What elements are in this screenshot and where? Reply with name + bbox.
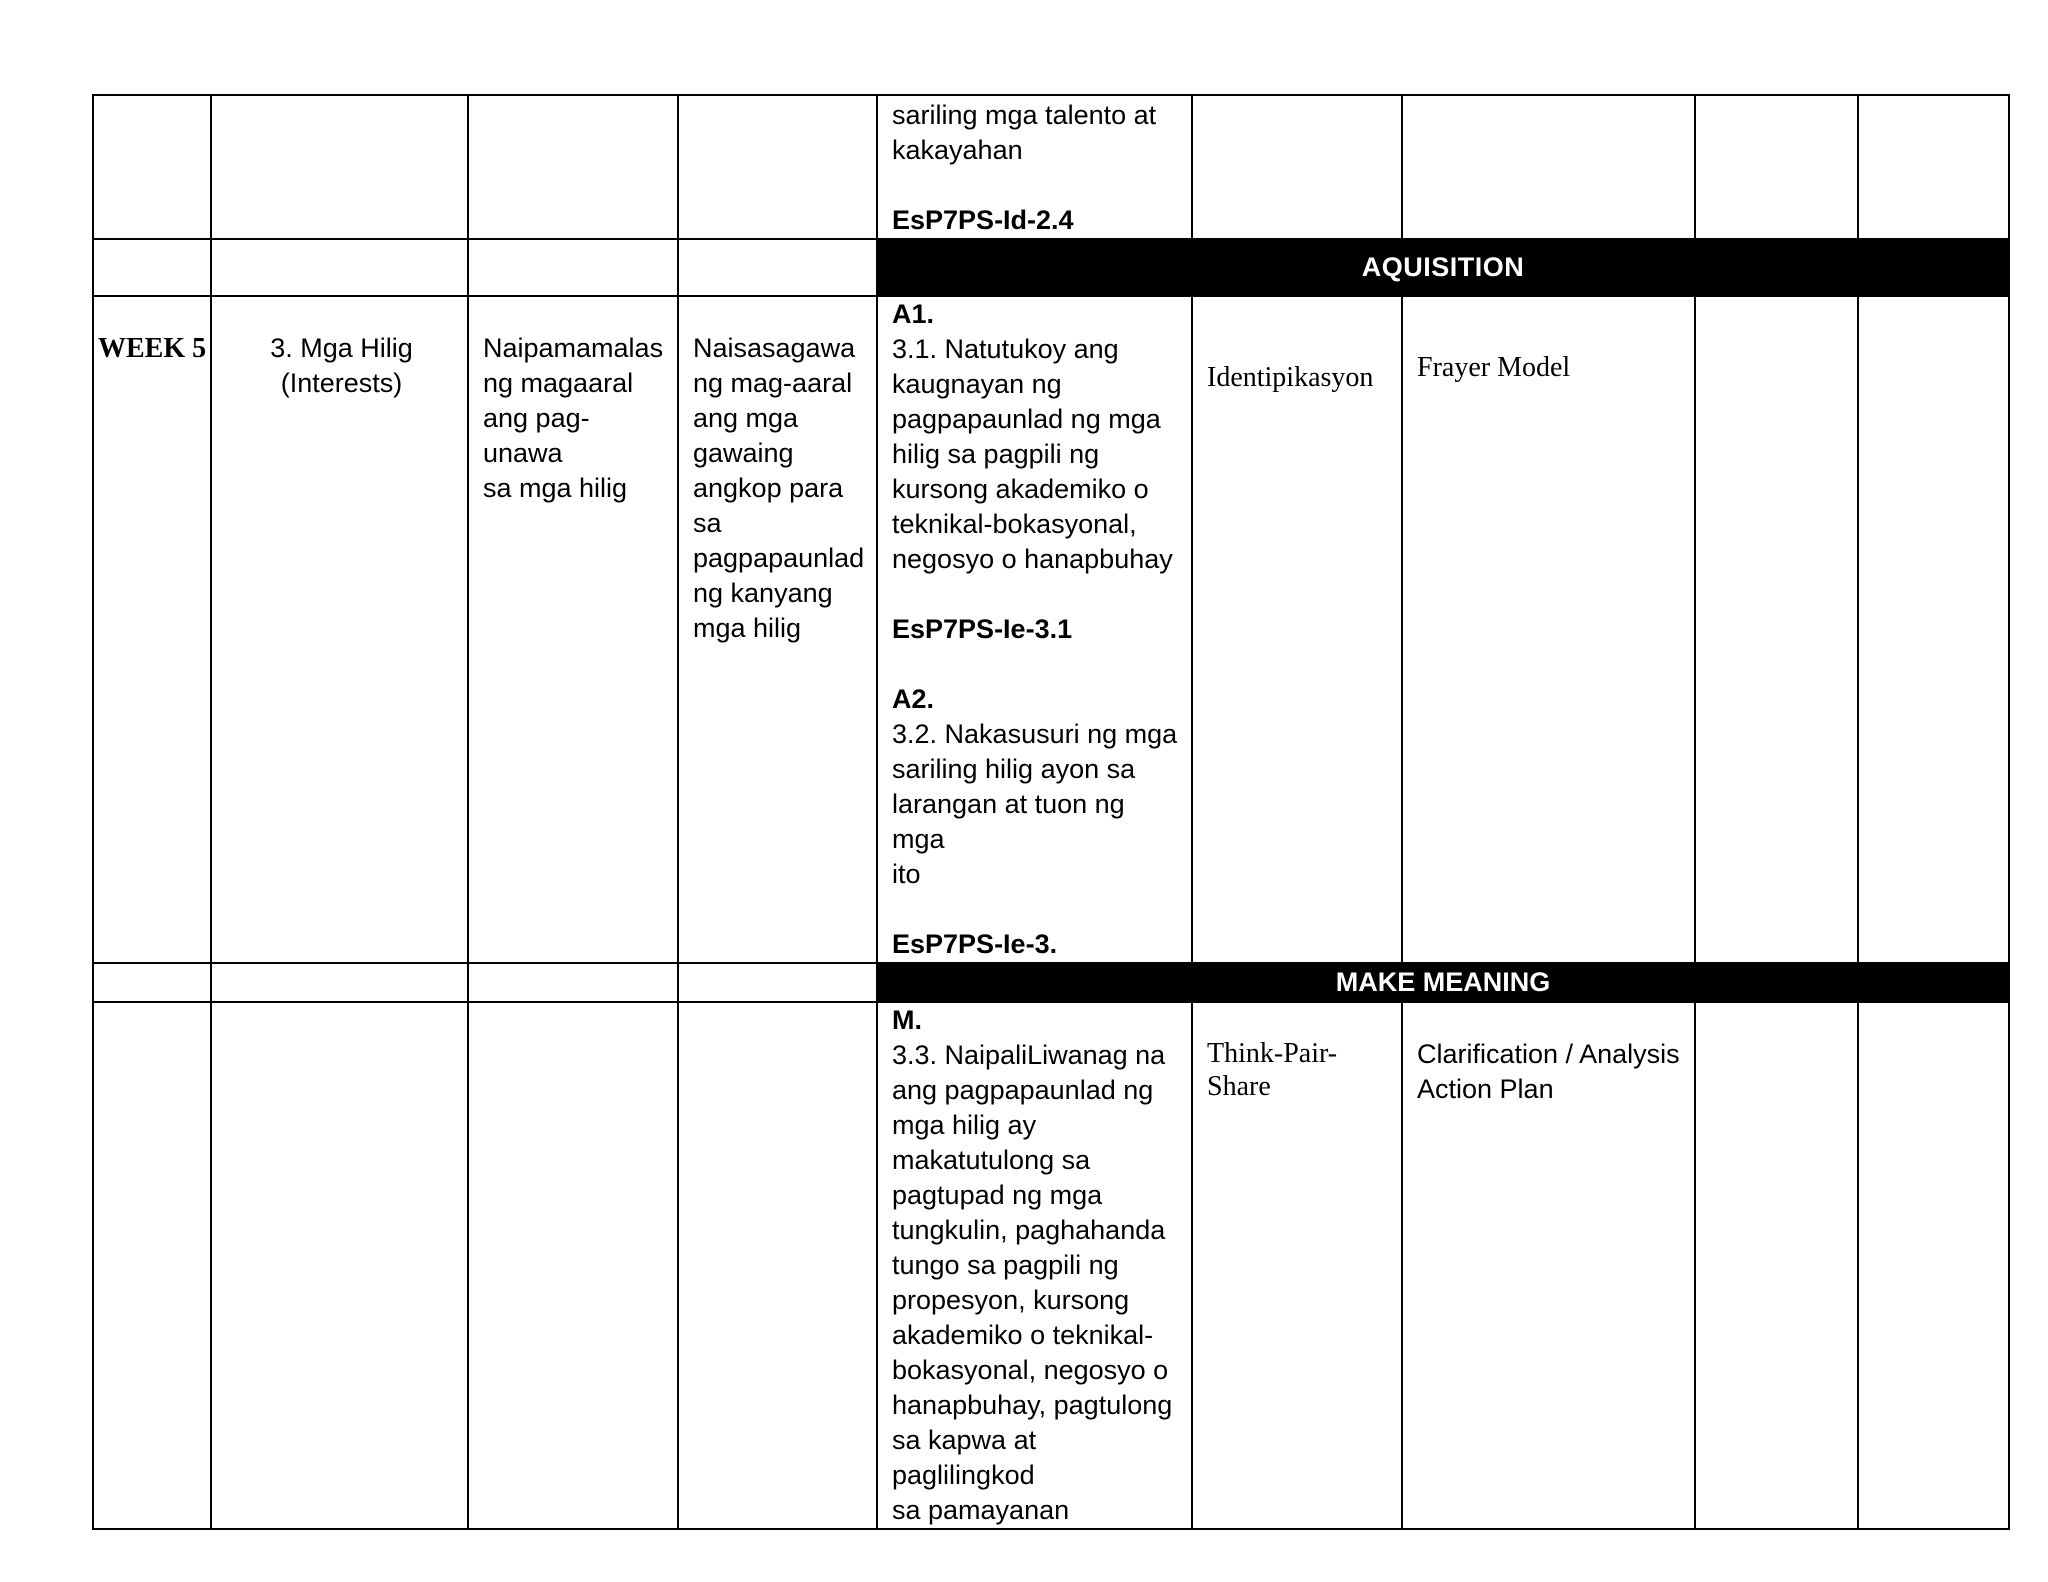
competency-line: ang pagpapaunlad ng: [892, 1075, 1154, 1105]
strategy-line: Think-Pair-: [1207, 1038, 1338, 1069]
tool-line: Action Plan: [1417, 1074, 1554, 1104]
competency-line: sariling hilig ayon sa: [892, 754, 1136, 784]
week-cell: [93, 1002, 211, 1529]
performance-standard-line: sa: [693, 508, 722, 538]
content-standard-line: ang pag-unawa: [483, 403, 590, 468]
competency-line: larangan at tuon ng mga: [892, 789, 1125, 854]
content-cell: [211, 296, 468, 963]
content-line: (Interests): [280, 368, 403, 398]
tool-line: Clarification / Analysis: [1417, 1039, 1680, 1069]
competency-line: 3.2. Nakasusuri ng mga: [892, 719, 1178, 749]
competency-code: EsP7PS-Ie-3.1: [892, 614, 1073, 644]
competency-line: propesyon, kursong: [892, 1285, 1130, 1315]
strategy-cell: [1192, 95, 1402, 239]
empty-cell: [468, 239, 678, 296]
performance-standard-line: pagpapaunlad: [693, 543, 865, 573]
table-row: [93, 95, 2009, 239]
competency-cell: [877, 296, 1192, 963]
competency-line: bokasyonal, negosyo o: [892, 1355, 1169, 1385]
competency-line: teknikal-bokasyonal,: [892, 509, 1137, 539]
empty-cell: [1695, 95, 1858, 239]
competency-line: tungo sa pagpili ng: [892, 1250, 1119, 1280]
strategy-text: Identipikasyon: [1207, 362, 1374, 393]
performance-standard-cell: [678, 1002, 877, 1529]
content-cell: [211, 95, 468, 239]
competency-line: tungkulin, paghahanda: [892, 1215, 1166, 1245]
empty-cell: [678, 239, 877, 296]
make-meaning-band: MAKE MEANING: [877, 963, 2009, 1002]
empty-cell: [211, 239, 468, 296]
content-standard-line: sa mga hilig: [483, 473, 628, 503]
competency-line: kakayahan: [892, 135, 1023, 165]
empty-cell: [1695, 1002, 1858, 1529]
competency-line: 3.1. Natutukoy ang: [892, 334, 1119, 364]
performance-standard-line: ng kanyang: [693, 578, 833, 608]
competency-label: A1.: [892, 299, 935, 329]
performance-standard-cell: [678, 95, 877, 239]
competency-line: kursong akademiko o: [892, 474, 1149, 504]
empty-cell: [1858, 296, 2009, 963]
competency-line: sa kapwa at paglilingkod: [892, 1425, 1037, 1490]
content-standard-line: ng magaaral: [483, 368, 634, 398]
content-standard-cell: [468, 296, 678, 963]
competency-line: pagtupad ng mga: [892, 1180, 1103, 1210]
performance-standard-line: ng mag-aaral: [693, 368, 853, 398]
table-row: [93, 1002, 2009, 1529]
competency-cell: [877, 1002, 1192, 1529]
competency-label: A2.: [892, 684, 935, 714]
empty-cell: [678, 963, 877, 1002]
week-cell: [93, 95, 211, 239]
competency-line: 3.3. NaipaliLiwanag na: [892, 1040, 1166, 1070]
competency-line: ito: [892, 859, 921, 889]
competency-line: hilig sa pagpili ng: [892, 439, 1100, 469]
competency-line: hanapbuhay, pagtulong: [892, 1390, 1173, 1420]
content-line: 3. Mga Hilig: [270, 333, 413, 363]
empty-cell: [1858, 95, 2009, 239]
content-standard-cell: [468, 1002, 678, 1529]
acquisition-band: AQUISITION: [877, 239, 2009, 296]
content-cell: [211, 1002, 468, 1529]
content-standard-line: Naipamamalas: [483, 333, 664, 363]
empty-cell: [93, 963, 211, 1002]
competency-code: EsP7PS-Ie-3.: [892, 929, 1058, 959]
section-band-row: [93, 239, 2009, 296]
competency-label: M.: [892, 1005, 922, 1035]
competency-cell: [877, 95, 1192, 239]
performance-standard-cell: [678, 296, 877, 963]
tool-text: Frayer Model: [1417, 352, 1571, 383]
competency-line: makatutulong sa: [892, 1145, 1091, 1175]
week-cell: [93, 296, 211, 963]
empty-cell: [468, 963, 678, 1002]
performance-standard-line: ang mga: [693, 403, 799, 433]
strategy-cell: [1192, 1002, 1402, 1529]
competency-line: pagpapaunlad ng mga: [892, 404, 1161, 434]
section-band-row: [93, 963, 2009, 1002]
empty-cell: [1695, 296, 1858, 963]
tool-cell: [1402, 95, 1695, 239]
strategy-line: Share: [1207, 1071, 1271, 1102]
week-label: WEEK 5: [98, 333, 207, 364]
competency-line: sa pamayanan: [892, 1495, 1070, 1525]
curriculum-table: [92, 94, 2010, 1530]
empty-cell: [93, 239, 211, 296]
performance-standard-line: Naisasagawa: [693, 333, 856, 363]
strategy-cell: [1192, 296, 1402, 963]
performance-standard-line: gawaing: [693, 438, 794, 468]
tool-cell: [1402, 1002, 1695, 1529]
competency-line: sariling mga talento at: [892, 100, 1157, 130]
performance-standard-line: angkop para: [693, 473, 844, 503]
competency-line: kaugnayan ng: [892, 369, 1062, 399]
table-row: [93, 296, 2009, 963]
competency-line: mga hilig ay: [892, 1110, 1037, 1140]
competency-line: negosyo o hanapbuhay: [892, 544, 1173, 574]
tool-cell: [1402, 296, 1695, 963]
content-standard-cell: [468, 95, 678, 239]
performance-standard-line: mga hilig: [693, 613, 802, 643]
competency-code: EsP7PS-Id-2.4: [892, 205, 1074, 235]
competency-line: akademiko o teknikal-: [892, 1320, 1154, 1350]
empty-cell: [1858, 1002, 2009, 1529]
empty-cell: [211, 963, 468, 1002]
